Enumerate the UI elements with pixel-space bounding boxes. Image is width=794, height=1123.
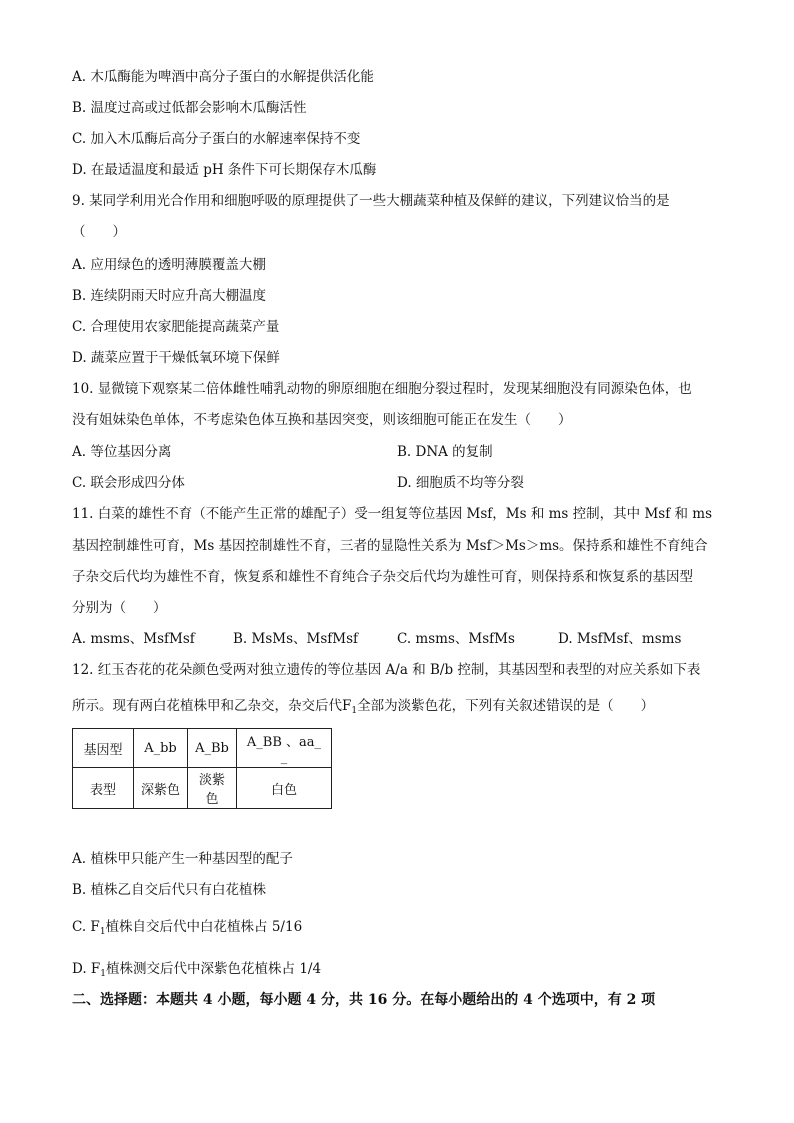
q12-option-c-text: 植株自交后代中白花植株占 5/16	[105, 919, 303, 935]
table-cell: 淡紫色	[188, 768, 237, 809]
q9-stem: 9. 某同学利用光合作用和细胞呼吸的原理提供了一些大棚蔬菜种植及保鲜的建议，下列建议恰当的是	[72, 193, 670, 209]
q11-stem-line2: 基因控制雄性可育，Ms 基因控制雄性不育，三者的显隐性关系为 Msf＞Ms＞ms。保持系和雄性不育纯合	[72, 538, 708, 554]
q12-option-a: A. 植株甲只能产生一种基因型的配子	[72, 851, 293, 867]
table-header-genotype: 基因型	[73, 729, 134, 768]
q9-option-c: C. 合理使用农家肥能提高蔬菜产量	[72, 319, 280, 335]
q12-option-c-prefix: C. F	[72, 919, 100, 935]
genotype-phenotype-table	[72, 728, 332, 809]
table-row	[73, 729, 332, 768]
q12-option-b: B. 植株乙自交后代只有白花植株	[72, 882, 267, 898]
q9-option-d: D. 蔬菜应置于干燥低氧环境下保鲜	[72, 350, 280, 366]
q11-stem-line4: 分别为（ ）	[72, 600, 167, 616]
q10-option-c: C. 联会形成四分体	[72, 475, 185, 491]
q12-option-c-subscript: 1	[99, 927, 106, 937]
q9-option-a: A. 应用绿色的透明薄膜覆盖大棚	[72, 257, 266, 273]
q8-option-c: C. 加入木瓜酶后高分子蛋白的水解速率保持不变	[72, 131, 361, 147]
table-cell: 白色	[237, 768, 332, 809]
q12-option-d-prefix: D. F	[72, 961, 101, 977]
q12-stem-line2	[72, 697, 654, 715]
q9-answer-paren: （ ）	[72, 224, 126, 240]
q8-option-b: B. 温度过高或过低都会影响木瓜酶活性	[72, 100, 307, 116]
q10-option-a: A. 等位基因分离	[72, 444, 172, 460]
q12-stem-subscript: 1	[351, 706, 358, 716]
q11-stem-line3: 子杂交后代均为雄性不育，恢复系和雄性不育纯合子杂交后代均为雄性可育，则保持系和恢复系的基因型	[72, 569, 693, 585]
table-cell: A_BB 、aa_ _	[237, 729, 332, 768]
table-row	[73, 768, 332, 809]
table-cell: A_Bb	[188, 729, 237, 768]
q12-option-d	[72, 960, 321, 978]
q12-option-d-subscript: 1	[100, 969, 107, 979]
q12-stem-line1: 12. 红玉杏花的花朵颜色受两对独立遗传的等位基因 A/a 和 B/b 控制，其基因型和表型的对应关系如下表	[72, 662, 701, 678]
q8-option-d: D. 在最适温度和最适 pH 条件下可长期保存木瓜酶	[72, 162, 377, 178]
q12-option-c	[72, 918, 302, 936]
q10-stem-line1: 10. 显微镜下观察某二倍体雌性哺乳动物的卵原细胞在细胞分裂过程时，发现某细胞没有同源染色体，也	[72, 381, 692, 397]
q9-option-b: B. 连续阴雨天时应升高大棚温度	[72, 288, 267, 304]
q12-option-d-text: 植株测交后代中深紫色花植株占 1/4	[106, 961, 322, 977]
q11-option-b: B. MsMs、MsfMsf	[233, 631, 359, 647]
q10-option-d: D. 细胞质不均等分裂	[397, 475, 524, 491]
q8-option-a: A. 木瓜酶能为啤酒中高分子蛋白的水解提供活化能	[72, 69, 374, 85]
section-2-heading: 二、选择题：本题共 4 小题，每小题 4 分，共 16 分。在每小题给出的 4 个选项中，有 2 项	[72, 992, 656, 1008]
q11-option-a: A. msms、MsfMsf	[72, 631, 195, 647]
q10-option-b: B. DNA 的复制	[397, 444, 493, 460]
q11-option-d: D. MsfMsf、msms	[558, 631, 682, 647]
table-header-phenotype: 表型	[73, 768, 134, 809]
q11-stem-line1: 11. 白菜的雄性不育（不能产生正常的雄配子）受一组复等位基因 Msf，Ms 和 ms 控制，其中 Msf 和 ms	[72, 506, 713, 522]
table-cell: 深紫色	[134, 768, 188, 809]
q10-stem-line2: 没有姐妹染色单体，不考虑染色体互换和基因突变，则该细胞可能正在发生（ ）	[72, 412, 572, 428]
q12-stem-text-a: 所示。现有两白花植株甲和乙杂交，杂交后代F	[72, 698, 352, 714]
q11-option-c: C. msms、MsfMs	[397, 631, 515, 647]
q12-stem-text-b: 全部为淡紫色花，下列有关叙述错误的是（ ）	[357, 698, 655, 714]
table-cell: A_bb	[134, 729, 188, 768]
